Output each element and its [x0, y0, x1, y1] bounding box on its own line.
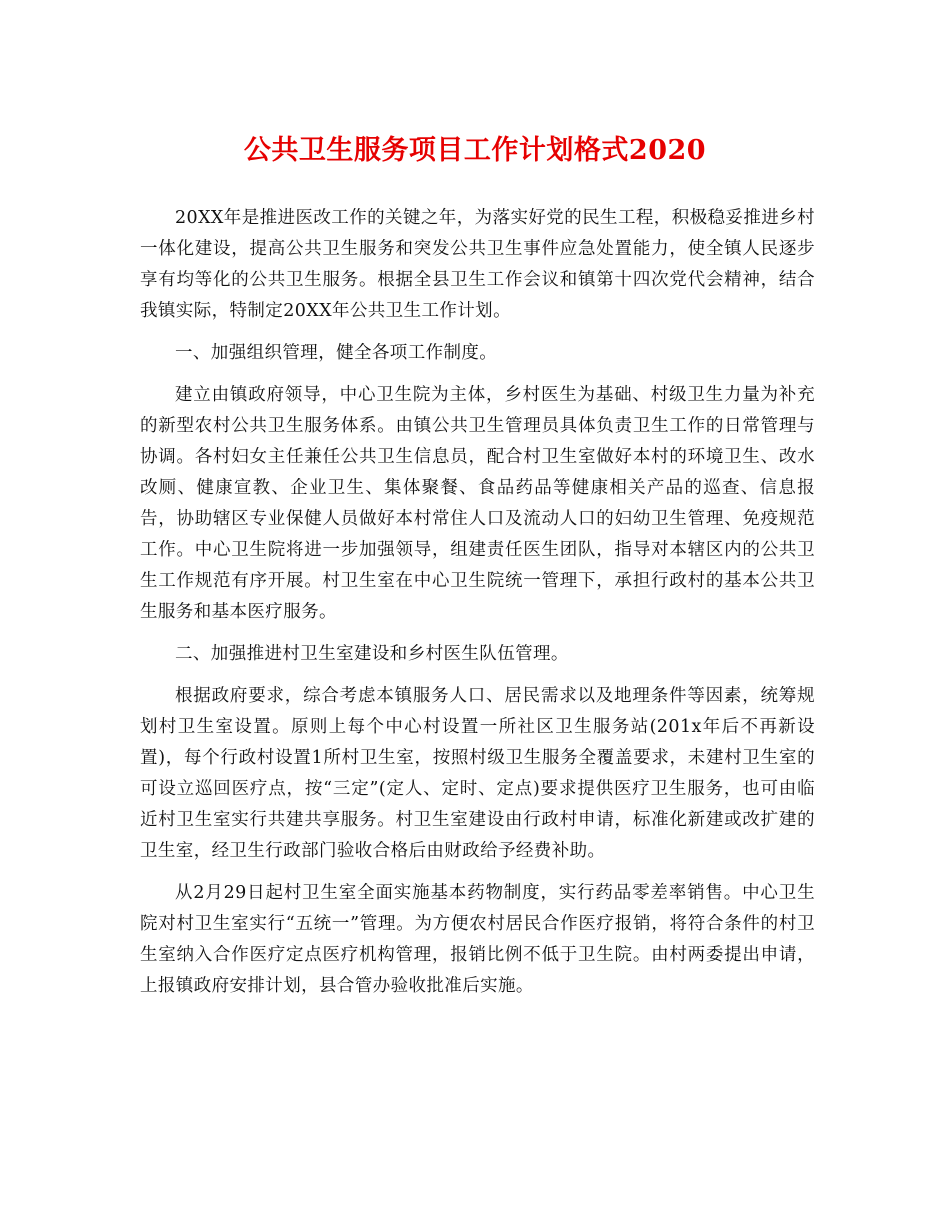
section-heading-1: 一、加强组织管理，健全各项工作制度。: [175, 343, 498, 363]
document-title: 公共卫生服务项目工作计划格式2020: [243, 135, 707, 166]
paragraph-section-2b: 从2月29日起村卫生室全面实施基本药物制度，实行药品零差率销售。中心卫生院对村卫生室实行“五统一”管理。为方便农村居民合作医疗报销，将符合条件的村卫生室纳入合作医疗定点医疗机构管理，报销比例不低于卫生院。由村两委提出申请，上报镇政府安排计划，县合管办验收批准后实施。: [140, 883, 815, 996]
section-heading-2: 二、加强推进村卫生室建设和乡村医生队伍管理。: [175, 644, 569, 664]
paragraph-section-1: 建立由镇政府领导，中心卫生院为主体，乡村医生为基础、村级卫生力量为补充的新型农村公共卫生服务体系。由镇公共卫生管理员具体负责卫生工作的日常管理与协调。各村妇女主任兼任公共卫生信息员，配合村卫生室做好本村的环境卫生、改水改厕、健康宣教、企业卫生、集体聚餐、食品药品等健康相关产品的巡查、信息报告，协助辖区专业保健人员做好本村常住人口及流动人口的妇幼卫生管理、免疫规范工作。中心卫生院将进一步加强领导，组建责任医生团队，指导对本辖区内的公共卫生工作规范有序开展。村卫生室在中心卫生院统一管理下，承担行政村的基本公共卫生服务和基本医疗服务。: [140, 385, 815, 622]
paragraph-intro: 20XX年是推进医改工作的关键之年，为落实好党的民生工程，积极稳妥推进乡村一体化建设，提高公共卫生服务和突发公共卫生事件应急处置能力，使全镇人民逐步享有均等化的公共卫生服务。根据全县卫生工作会议和镇第十四次党代会精神，结合我镇实际，特制定20XX年公共卫生工作计划。: [140, 208, 815, 321]
paragraph-section-2a: 根据政府要求，综合考虑本镇服务人口、居民需求以及地理条件等因素，统筹规划村卫生室设置。原则上每个中心村设置一所社区卫生服务站(201x年后不再新设置)，每个行政村设置1所村卫生室，按照村级卫生服务全覆盖要求，未建村卫生室的可设立巡回医疗点，按“三定”(定人、定时、定点)要求提供医疗卫生服务，也可由临近村卫生室实行共建共享服务。村卫生室建设由行政村申请，标准化新建或改扩建的卫生室，经卫生行政部门验收合格后由财政给予经费补助。: [140, 686, 815, 861]
document-body: [140, 203, 815, 1002]
